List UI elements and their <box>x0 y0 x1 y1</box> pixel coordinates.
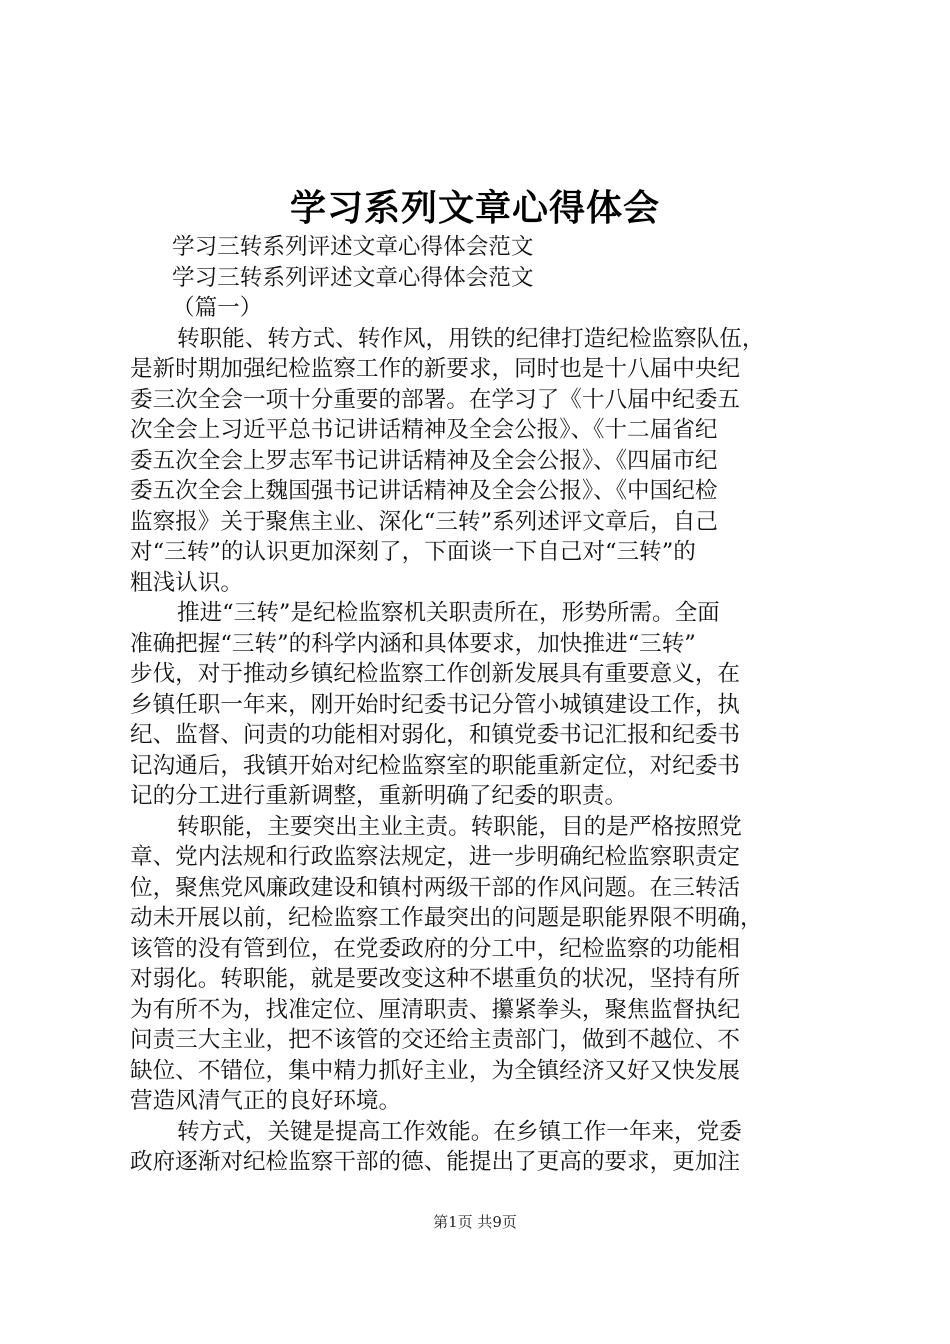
text-line: 是新时期加强纪检监察工作的新要求，同时也是十八届中央纪 <box>130 356 741 382</box>
text-line: 对“三转”的认识更加深刻了，下面谈一下自己对“三转”的 <box>130 539 696 565</box>
document-title: 学习系列文章心得体会 <box>289 188 660 229</box>
text-line: 转职能、转方式、转作风，用铁的纪律打造纪检监察队伍， <box>177 325 765 352</box>
text-line: 记的分工进行重新调整，重新明确了纪委的职责。 <box>130 783 628 809</box>
text-line: 缺位、不错位，集中精力抓好主业，为全镇经济又好又快发展 <box>130 1057 741 1084</box>
text-line: 准确把握“三转”的科学内涵和具体要求，加快推进“三转” <box>130 630 696 657</box>
subtitle-line-2: 学习三转系列评述文章心得体会范文 <box>172 264 534 291</box>
text-line: 转职能，主要突出主业主责。转职能，目的是严格按照党 <box>177 813 742 840</box>
text-line: 步伐，对于推动乡镇纪检监察工作创新发展具有重要意义，在 <box>130 661 741 687</box>
text-line: 问责三大主业，把不该管的交还给主责部门，做到不越位、不 <box>130 1027 741 1053</box>
document-body <box>130 232 830 1178</box>
text-line: 章、党内法规和行政监察法规定，进一步明确纪检监察职责定 <box>130 844 741 870</box>
text-line: 为有所不为，找准定位、厘清职责、攥紧拳头，聚焦监督执纪 <box>130 996 741 1023</box>
text-line: 监察报》关于聚焦主业、深化“三转”系列述评文章后，自己 <box>130 508 718 535</box>
text-line: 对弱化。转职能，就是要改变这种不堪重负的状况，坚持有所 <box>130 966 741 992</box>
text-line: 该管的没有管到位，在党委政府的分工中，纪检监察的功能相 <box>130 935 741 962</box>
subtitle-line-1: 学习三转系列评述文章心得体会范文 <box>172 234 534 260</box>
text-line: 粗浅认识。 <box>130 569 243 596</box>
text-line: 推进“三转”是纪检监察机关职责所在，形势所需。全面 <box>177 600 720 626</box>
text-line: 动未开展以前，纪检监察工作最突出的问题是职能界限不明确， <box>130 905 763 931</box>
text-line: 记沟通后，我镇开始对纪检监察室的职能重新定位，对纪委书 <box>130 752 741 779</box>
text-line: 政府逐渐对纪检监察干部的德、能提出了更高的要求，更加注 <box>130 1149 741 1175</box>
text-line: 次全会上习近平总书记讲话精神及全会公报》、《十二届省纪 <box>130 417 718 443</box>
text-line: 委五次全会上魏国强书记讲话精神及全会公报》、《中国纪检 <box>130 478 718 504</box>
section-label: （篇一） <box>172 295 263 321</box>
text-line: 委三次全会一项十分重要的部署。在学习了《十八届中纪委五 <box>130 386 741 413</box>
text-line: 委五次全会上罗志军书记讲话精神及全会公报》、《四届市纪 <box>130 447 718 474</box>
text-line: 营造风清气正的良好环境。 <box>130 1088 402 1114</box>
text-line: 转方式，关键是提高工作效能。在乡镇工作一年来，党委 <box>177 1118 742 1145</box>
text-line: 位，聚焦党风廉政建设和镇村两级干部的作风问题。在三转活 <box>130 874 741 901</box>
page-footer: 第1页 共9页 <box>433 1213 517 1231</box>
text-line: 纪、监督、问责的功能相对弱化，和镇党委书记汇报和纪委书 <box>130 722 741 748</box>
text-line: 乡镇任职一年来，刚开始时纪委书记分管小城镇建设工作，执 <box>130 691 741 718</box>
